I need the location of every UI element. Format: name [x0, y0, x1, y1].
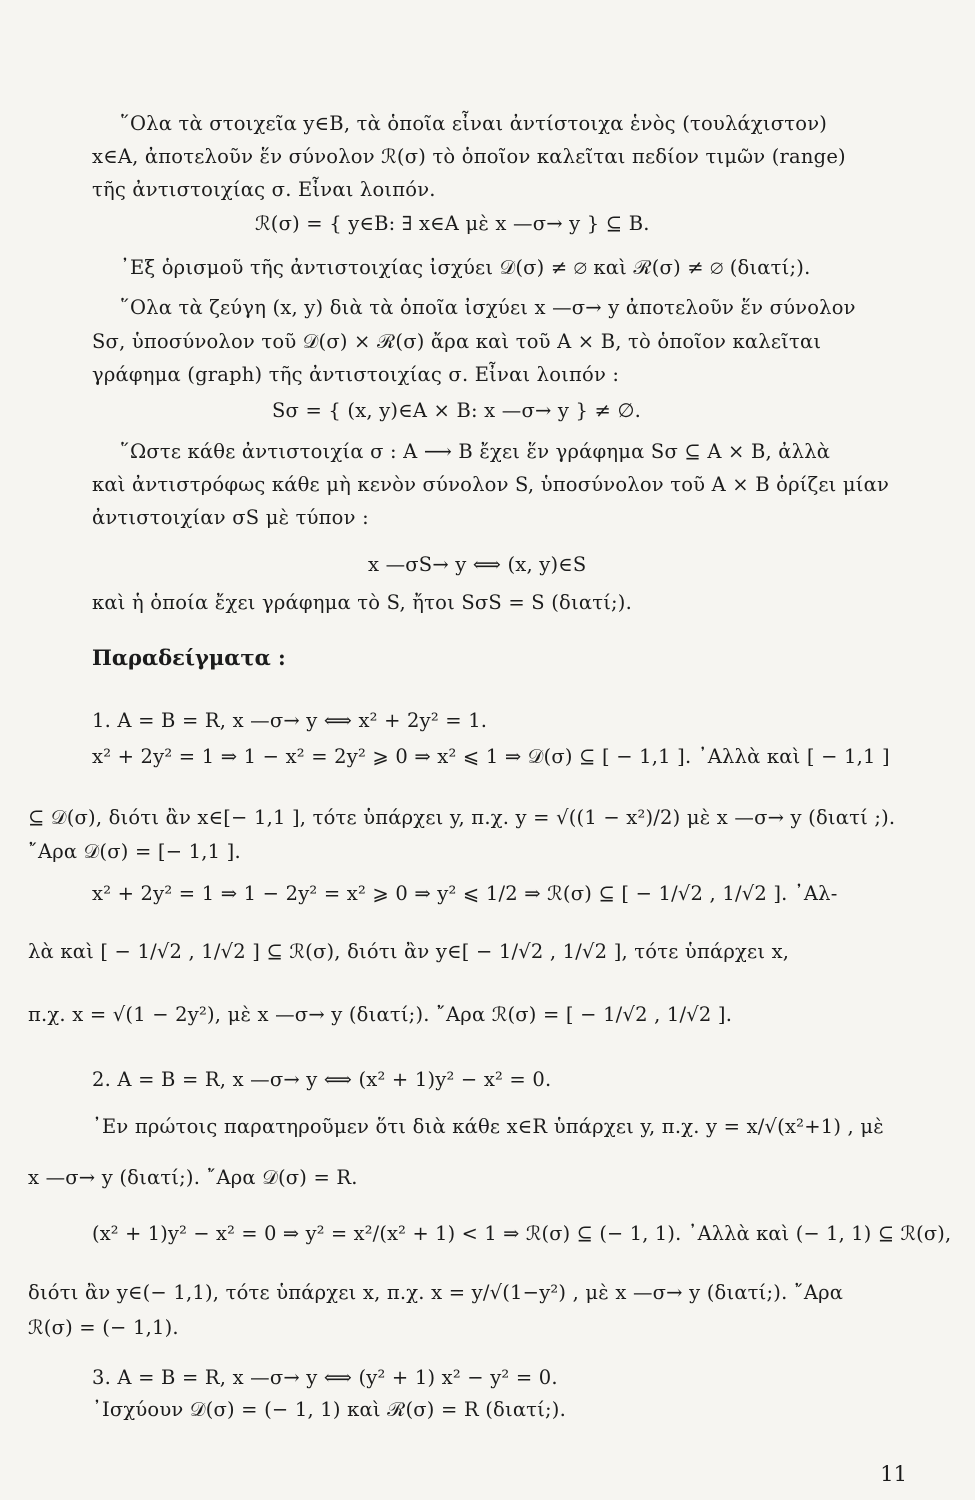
text-line: Sσ, ὑποσύνολον τοῦ 𝒟(σ) × ℛ(σ) ἄρα καὶ τοῦ A × B, τὸ ὁποῖον καλεῖται [92, 330, 822, 353]
text-line: ῞Ολα τὰ στοιχεῖα y∈B, τὰ ὁποῖα εἶναι ἀντίστοιχα ἑνὸς (τουλάχιστον) [120, 112, 828, 135]
text-line: γράφημα (graph) τῆς ἀντιστοιχίας σ. Εἶναι λοιπόν : [92, 363, 620, 386]
example-line: διότι ἂν y∈(− 1,1), τότε ὑπάρχει x, π.χ. x = y/√(1−y²) , μὲ x —σ→ y (διατί;). ῎Αρα [28, 1281, 844, 1304]
example-line: 1. A = B = R, x —σ→ y ⟺ x² + 2y² = 1. [92, 709, 488, 732]
formula-line: Sσ = { (x, y)∈A × B: x —σ→ y } ≠ ∅. [272, 399, 642, 422]
text-line: ᾿Εξ ὁρισμοῦ τῆς ἀντιστοιχίας ἰσχύει 𝒟(σ) ≠ ∅ καὶ ℛ(σ) ≠ ∅ (διατί;). [120, 256, 811, 279]
example-line: π.χ. x = √(1 − 2y²), μὲ x —σ→ y (διατί;). ῎Αρα ℛ(σ) = [ − 1/√2 , 1/√2 ]. [28, 1003, 733, 1026]
example-line: x² + 2y² = 1 ⇒ 1 − x² = 2y² ⩾ 0 ⇒ x² ⩽ 1 ⇒ 𝒟(σ) ⊆ [ − 1,1 ]. ᾿Αλλὰ καὶ [ − 1,1 ] [92, 745, 890, 768]
section-heading: Παραδείγματα : [92, 645, 286, 670]
example-line: (x² + 1)y² − x² = 0 ⇒ y² = x²/(x² + 1) < 1 ⇒ ℛ(σ) ⊆ (− 1, 1). ᾿Αλλὰ καὶ (− 1, 1) ⊆ ℛ(σ), [92, 1222, 952, 1245]
example-line: λὰ καὶ [ − 1/√2 , 1/√2 ] ⊆ ℛ(σ), διότι ἂν y∈[ − 1/√2 , 1/√2 ], τότε ὑπάρχει x, [28, 940, 790, 963]
text-line: καὶ ἀντιστρόφως κάθε μὴ κενὸν σύνολον S, ὑποσύνολον τοῦ A × B ὁρίζει μίαν [92, 473, 890, 496]
formula-line: ℛ(σ) = { y∈B: ∃ x∈A μὲ x —σ→ y } ⊆ B. [255, 212, 650, 235]
text-line: καὶ ἡ ὁποία ἔχει γράφημα τὸ S, ἤτοι SσS = S (διατί;). [92, 591, 633, 614]
page-number: 11 [880, 1462, 907, 1486]
example-line: ℛ(σ) = (− 1,1). [28, 1316, 179, 1339]
example-line: ῎Αρα 𝒟(σ) = [− 1,1 ]. [28, 840, 241, 863]
formula-line: x —σS→ y ⟺ (x, y)∈S [368, 553, 587, 576]
example-line: ᾿Εν πρώτοις παρατηροῦμεν ὅτι διὰ κάθε x∈R ὑπάρχει y, π.χ. y = x/√(x²+1) , μὲ [92, 1115, 884, 1138]
example-line: 2. A = B = R, x —σ→ y ⟺ (x² + 1)y² − x² = 0. [92, 1068, 552, 1091]
text-line: τῆς ἀντιστοιχίας σ. Εἶναι λοιπόν. [92, 178, 436, 201]
example-line: ⊆ 𝒟(σ), διότι ἂν x∈[− 1,1 ], τότε ὑπάρχει y, π.χ. y = √((1 − x²)/2) μὲ x —σ→ y (διατί ;). [28, 806, 896, 829]
example-line: x —σ→ y (διατί;). ῎Αρα 𝒟(σ) = R. [28, 1166, 358, 1189]
example-line: ᾿Ισχύουν 𝒟(σ) = (− 1, 1) καὶ ℛ(σ) = R (διατί;). [92, 1398, 566, 1421]
text-line: x∈A, ἀποτελοῦν ἕν σύνολον ℛ(σ) τὸ ὁποῖον καλεῖται πεδίον τιμῶν (range) [92, 145, 846, 168]
example-line: x² + 2y² = 1 ⇒ 1 − 2y² = x² ⩾ 0 ⇒ y² ⩽ 1/2 ⇒ ℛ(σ) ⊆ [ − 1/√2 , 1/√2 ]. ᾿Αλ- [92, 882, 838, 905]
text-line: ῞Ολα τὰ ζεύγη (x, y) διὰ τὰ ὁποῖα ἰσχύει x —σ→ y ἀποτελοῦν ἕν σύνολον [120, 296, 856, 319]
text-line: ῞Ωστε κάθε ἀντιστοιχία σ : A ⟶ B ἔχει ἕν γράφημα Sσ ⊆ A × B, ἀλλὰ [120, 440, 831, 463]
text-line: ἀντιστοιχίαν σS μὲ τύπον : [92, 506, 369, 529]
example-line: 3. A = B = R, x —σ→ y ⟺ (y² + 1) x² − y² = 0. [92, 1366, 558, 1389]
